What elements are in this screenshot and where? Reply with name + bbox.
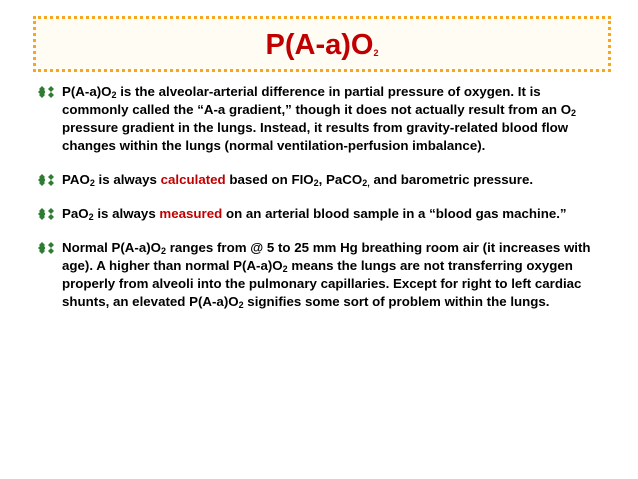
diamond-bullet-icon	[38, 174, 56, 186]
bullet-pao2-calculated: $PAO_2$ is always calculated based on $FIO_2$, PaCO$_{2,}$ and barometric pressure.	[38, 171, 608, 189]
bullet-aa-gradient: $P(A-a)O_2$ is the alveolar-arterial difference in partial pressure of oxygen. It is commonly called the “A-a gradient,” though it does not actually result from an $O_2$ pressure gradient in the lungs. Instead, it results from gravity-related blood flow changes within the lungs (normal ventilation-perfusion imbalance).	[38, 83, 608, 155]
highlight-calculated: calculated	[160, 172, 226, 187]
diamond-bullet-icon	[38, 208, 56, 220]
highlight-measured: measured	[159, 206, 223, 221]
page-title: $P(A-a)O_2$	[265, 29, 379, 61]
diamond-bullet-icon	[38, 242, 56, 254]
title-box	[33, 16, 611, 72]
bullet-pao2-measured: PaO$_2$ is always measured on an arterial blood sample in a “blood gas machine.”	[38, 205, 608, 223]
bullet-list	[38, 83, 608, 327]
diamond-bullet-icon	[38, 86, 56, 98]
bullet-normal-range: Normal $P(A-a)O_2$ ranges from @ 5 to 25 mm Hg breathing room air (it increases with age). A higher than normal $P(A-a)O_2$ means the lungs are not transferring oxygen properly from alveoli into the pulmonary capillaries. Except for right to left cardiac shunts, an elevated $P(A-a)O_2$ signifies some sort of problem within the lungs.	[38, 239, 608, 311]
